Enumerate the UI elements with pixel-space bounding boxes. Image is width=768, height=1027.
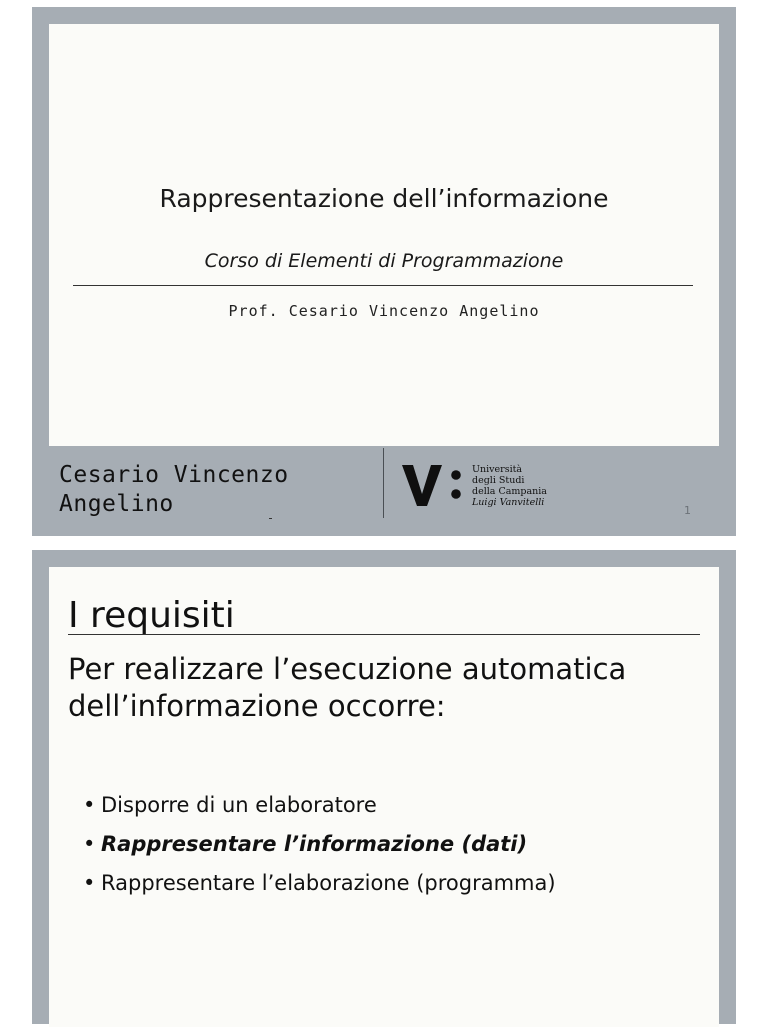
footer-author-name: [59, 461, 359, 519]
slide-2-content: [49, 567, 719, 1027]
lead-text: [68, 651, 708, 725]
university-name: [472, 464, 547, 508]
list-item: [83, 825, 556, 864]
logo-line-4: Luigi Vanvitelli: [472, 497, 545, 508]
title-divider: [73, 285, 693, 286]
footer-divider: [383, 448, 384, 518]
bullet-icon: •: [83, 793, 96, 817]
slide-title: Rappresentazione dell’informazione: [159, 184, 609, 213]
lead-line-2: dell’informazione occorre:: [68, 689, 446, 723]
university-logo: [400, 462, 560, 512]
list-item-text: Rappresentare l’informazione (dati): [101, 832, 528, 856]
title-divider: [68, 634, 700, 635]
footer-author-line-1: Cesario Vincenzo: [59, 462, 289, 488]
bullet-icon: •: [83, 871, 96, 895]
course-subtitle: Corso di Elementi di Programmazione: [204, 250, 564, 272]
vanvitelli-logo-icon: [400, 462, 470, 512]
requirements-list: [83, 786, 556, 903]
list-item: [83, 864, 556, 903]
logo-line-3: della Campania: [472, 486, 547, 497]
slide-1: [32, 7, 736, 536]
footer-author-line-2: Angelino: [59, 491, 174, 517]
logo-line-1: Università: [472, 464, 523, 475]
footer-mark: [269, 518, 272, 519]
list-item-text: Disporre di un elaboratore: [101, 793, 377, 817]
page-number: 1: [684, 504, 691, 517]
lead-line-1: Per realizzare l’esecuzione automatica: [68, 652, 627, 686]
list-item: [83, 786, 556, 825]
bullet-icon: •: [83, 832, 96, 856]
logo-line-2: degli Studi: [472, 475, 525, 486]
slide-title: I requisiti: [68, 595, 235, 636]
slide-2: [32, 550, 736, 1024]
slide-1-content: [49, 24, 719, 446]
slide-footer: [32, 448, 736, 536]
author-line: Prof. Cesario Vincenzo Angelino: [228, 302, 540, 320]
list-item-text: Rappresentare l’elaborazione (programma): [101, 871, 556, 895]
